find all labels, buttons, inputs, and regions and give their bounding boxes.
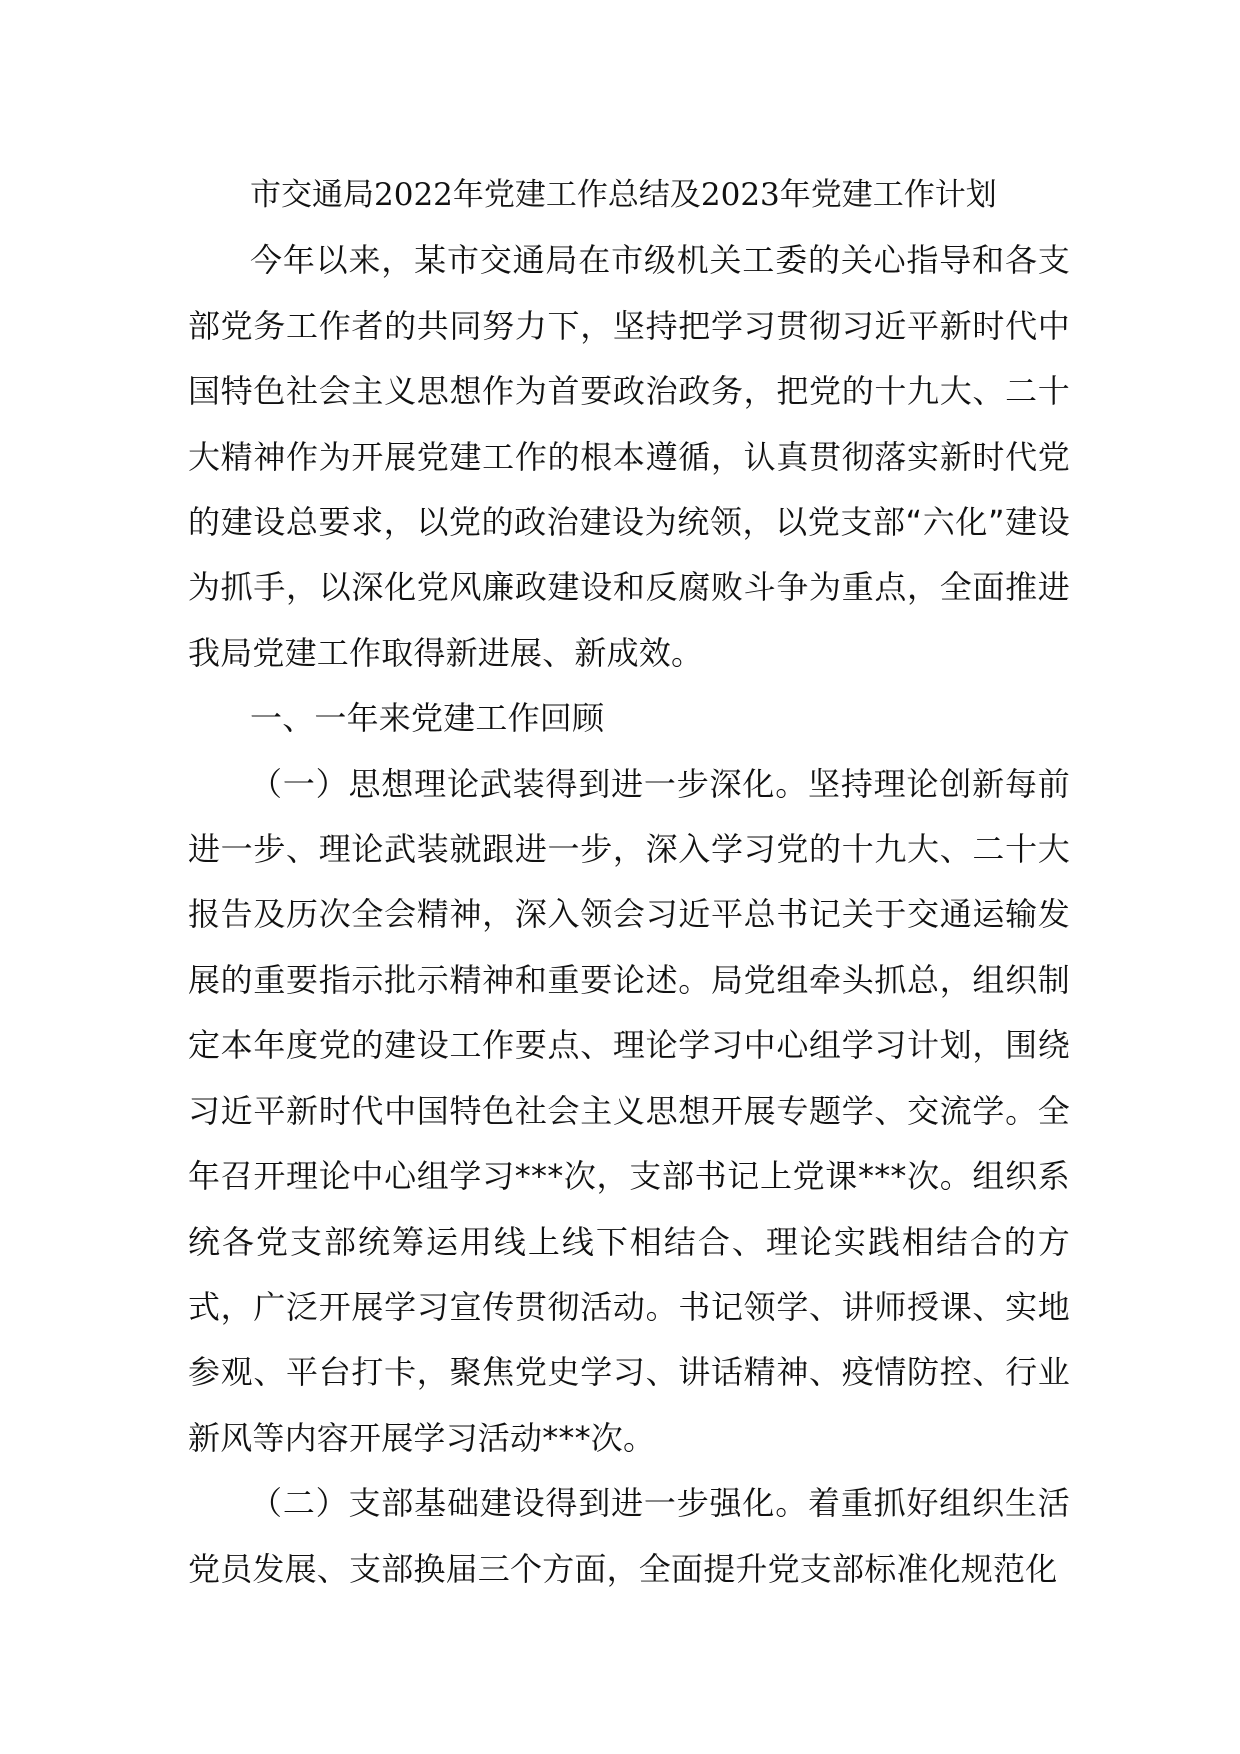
subsection-theory-paragraph: （一）思想理论武装得到进一步深化。坚持理论创新每前进一步、理论武装就跟进一步，深入学习党的十九大、二十大报告及历次全会精神，深入领会习近平总书记关于交通运输发展的重要指示批示精神和重要论述。局党组牵头抓总，组织制定本年度党的建设工作要点、理论学习中心组学习计划，围绕习近平新时代中国特色社会主义思想开展专题学、交流学。全年召开理论中心组学习***次，支部书记上党课***次。组织系统各党支部统筹运用线上线下相结合、理论实践相结合的方式，广泛开展学习宣传贯彻活动。书记领学、讲师授课、实地参观、平台打卡，聚焦党史学习、讲话精神、疫情防控、行业新风等内容开展学习活动***次。 bbox=[188, 764, 1070, 1457]
document-body bbox=[188, 163, 1070, 1602]
document-title: 市交通局2022年党建工作总结及2023年党建工作计划 bbox=[250, 177, 997, 213]
subsection-branch-paragraph: （二）支部基础建设得到进一步强化。着重抓好组织生活党员发展、支部换届三个方面，全面提升党支部标准化规范化 bbox=[188, 1484, 1070, 1588]
section-heading-review: 一、一年来党建工作回顾 bbox=[250, 699, 605, 738]
intro-paragraph: 今年以来，某市交通局在市级机关工委的关心指导和各支部党务工作者的共同努力下，坚持把学习贯彻习近平新时代中国特色社会主义思想作为首要政治政务，把党的十九大、二十大精神作为开展党建工作的根本遵循，认真贯彻落实新时代党的建设总要求，以党的政治建设为统领，以党支部“六化”建设为抓手，以深化党风廉政建设和反腐败斗争为重点，全面推进我局党建工作取得新进展、新成效。 bbox=[188, 241, 1070, 672]
